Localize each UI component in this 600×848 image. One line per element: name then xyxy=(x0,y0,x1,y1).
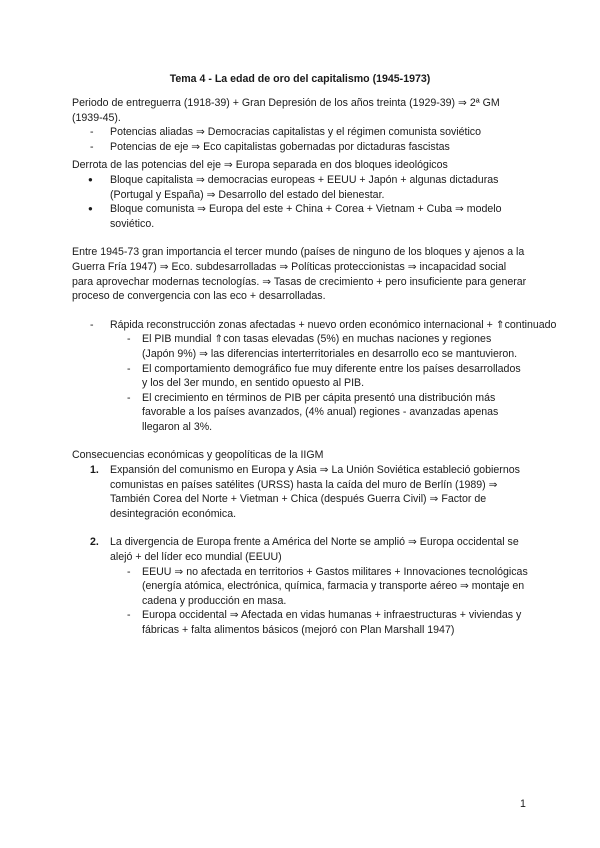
page-number: 1 xyxy=(520,798,526,810)
list-item xyxy=(72,535,532,637)
list-item: - EEUU ⇒ no afectada en territorios + Gastos militares + Innovaciones tecnológicas (energía atómica, electrónica, química, farmacia y transporte aéreo ⇒ montaje en cadena y producción en masa. xyxy=(72,565,532,609)
consecuencias-heading: Consecuencias económicas y geopolíticas de la IIGM xyxy=(72,449,324,462)
numbered-sublist xyxy=(72,565,532,638)
list-item xyxy=(72,463,532,521)
list-item: - El comportamiento demográfico fue muy diferente entre los países desarrollados y los del 3er mundo, en sentido opuesto al PIB. xyxy=(72,362,522,391)
list-item xyxy=(72,318,592,333)
list-item: - El crecimiento en términos de PIB per cápita presentó una distribución más favorable a los países avanzados, (4% anual) regiones - avanzadas apenas llegaron al 3%. xyxy=(72,391,522,435)
reconstruccion-text: Rápida reconstrucción zonas afectadas + nuevo orden económico internacional + ⇑continuado xyxy=(110,318,557,331)
derrota-paragraph: Derrota de las potencias del eje ⇒ Europa separada en dos bloques ideológicos xyxy=(72,159,448,172)
intro-paragraph: Periodo de entreguerra (1918-39) + Gran Depresión de los años treinta (1929-39) ⇒ 2ª GM (1939-45). xyxy=(72,97,500,124)
document-body xyxy=(72,96,557,638)
list-item: - El PIB mundial ⇑con tasas elevadas (5%) en muchas naciones y regiones (Japón 9%) ⇒ las diferencias interterritoriales en desarrollo eco se mantuvieron. xyxy=(72,332,522,361)
item-text: Expansión del comunismo en Europa y Asia ⇒ La Unión Soviética estableció gobiernos comunistas en países satélites (URSS) hasta la caída del muro de Berlín (1989) ⇒ También Corea del Norte + Vietman + Chica (después Guerra Civil) ⇒ Factor de desintegración económica. xyxy=(110,464,520,520)
reconstruccion-sublist xyxy=(72,332,522,434)
list-item: - Europa occidental ⇒ Afectada en vidas humanas + infraestructuras + viviendas y fábricas + falta alimentos básicos (mejoró con Plan Marshall 1947) xyxy=(72,608,532,637)
item-text: La divergencia de Europa frente a América del Norte se amplió ⇒ Europa occidental se alejó + del líder eco mundial (EEUU) xyxy=(110,536,519,564)
list-item: ● Bloque capitalista ⇒ democracias europeas + EEUU + Japón + algunas dictaduras (Portugal y España) ⇒ Desarrollo del estado del bienestar. xyxy=(72,173,532,202)
item-number: 1. xyxy=(90,464,99,477)
list-item: - Potencias de eje ⇒ Eco capitalistas gobernadas por dictaduras fascistas xyxy=(72,140,532,155)
bloques-list xyxy=(72,173,532,231)
list-item: - Potencias aliadas ⇒ Democracias capitalistas y el régimen comunista soviético xyxy=(72,125,532,140)
item-number: 2. xyxy=(90,536,99,549)
list-item: ● Bloque comunista ⇒ Europa del este + China + Corea + Vietnam + Cuba ⇒ modelo soviético. xyxy=(72,202,532,231)
tercer-mundo-paragraph: Entre 1945-73 gran importancia el tercer mundo (países de ninguno de los bloques y ajenos a la Guerra Fría 1947) ⇒ Eco. subdesarrolladas ⇒ Políticas proteccionistas ⇒ incapacidad social para aprovechar modernas tecnologías. ⇒ Tasas de crecimiento + pero insuficiente para generar proceso de convergencia con las eco + desarrolladas. xyxy=(72,246,527,303)
document-title: Tema 4 - La edad de oro del capitalismo (1945-1973) xyxy=(169,73,431,85)
consecuencias-list xyxy=(72,463,532,638)
reconstruccion-list xyxy=(72,318,592,333)
intro-list xyxy=(72,125,532,154)
